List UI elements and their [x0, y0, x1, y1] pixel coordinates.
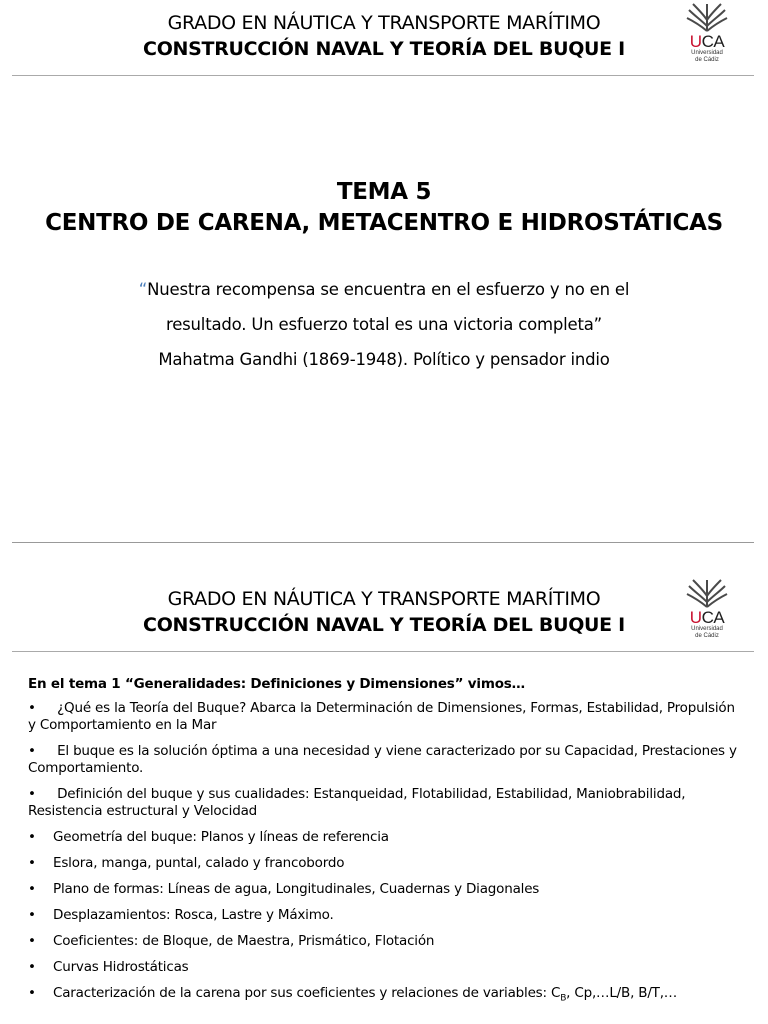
quote-line-1-text: Nuestra recompensa se encuentra en el esfuerzo y no en el — [147, 280, 630, 299]
bullet-icon: • — [28, 829, 36, 845]
list-item — [28, 881, 746, 898]
bullet-icon: • — [28, 700, 36, 716]
list-item-text-end: , Cp,…L/B, B/T,… — [566, 985, 678, 1001]
logo-subtitle-2: de Cádiz — [695, 57, 719, 63]
tema-title: CENTRO DE CARENA, METACENTRO E HIDROSTÁTICAS — [45, 210, 723, 236]
header-divider — [12, 651, 754, 652]
bullet-icon: • — [28, 985, 36, 1001]
quote-line-1 — [0, 272, 768, 307]
university-emblem-icon — [685, 0, 729, 34]
bullet-icon: • — [28, 743, 36, 759]
list-item — [28, 907, 746, 924]
list-item — [28, 786, 746, 820]
list-item-text: Desplazamientos: Rosca, Lastre y Máximo. — [53, 907, 334, 923]
list-item-text: Curvas Hidrostáticas — [53, 959, 189, 975]
list-item-text: Eslora, manga, puntal, calado y francobordo — [53, 855, 345, 871]
tema-number: TEMA 5 — [336, 179, 432, 205]
logo-letter-u: U — [689, 32, 702, 51]
logo-wordmark — [679, 34, 735, 50]
course-title: CONSTRUCCIÓN NAVAL Y TEORÍA DEL BUQUE I — [143, 38, 625, 60]
list-item — [28, 933, 746, 950]
bullet-icon: • — [28, 933, 36, 949]
bullet-icon: • — [28, 786, 36, 802]
degree-title: GRADO EN NÁUTICA Y TRANSPORTE MARÍTIMO — [167, 12, 601, 34]
logo-letters-ca: CA — [701, 32, 725, 51]
list-item — [28, 959, 746, 976]
degree-title: GRADO EN NÁUTICA Y TRANSPORTE MARÍTIMO — [167, 588, 601, 610]
logo-subtitle-1: Universidad — [691, 50, 723, 56]
list-item-text: Caracterización de la carena por sus coeficientes y relaciones de variables: C — [53, 985, 561, 1001]
list-item-text: El buque es la solución óptima a una necesidad y viene caracterizado por su Capacidad, Prestaciones y Comportamiento. — [28, 743, 737, 776]
list-item — [28, 700, 746, 734]
quote-line-2: resultado. Un esfuerzo total es una victoria completa” — [165, 315, 602, 334]
logo-letter-u: U — [689, 608, 702, 627]
uca-logo — [679, 0, 735, 74]
logo-subtitle-1: Universidad — [691, 626, 723, 632]
list-item — [28, 855, 746, 872]
bullet-icon: • — [28, 907, 36, 923]
uca-logo — [679, 576, 735, 650]
university-emblem-icon — [685, 576, 729, 610]
intro-heading: En el tema 1 “Generalidades: Definiciones y Dimensiones” vimos… — [28, 676, 525, 692]
list-item-text: Plano de formas: Líneas de agua, Longitudinales, Cuadernas y Diagonales — [53, 881, 540, 897]
logo-subtitle-2: de Cádiz — [695, 633, 719, 639]
list-item — [28, 829, 746, 846]
topic-list — [28, 700, 746, 1017]
logo-letters-ca: CA — [701, 608, 725, 627]
course-title: CONSTRUCCIÓN NAVAL Y TEORÍA DEL BUQUE I — [143, 614, 625, 636]
bullet-icon: • — [28, 959, 36, 975]
list-item — [28, 743, 746, 777]
quote-author: Mahatma Gandhi (1869-1948). Político y pensador indio — [158, 350, 610, 369]
bullet-icon: • — [28, 855, 36, 871]
list-item-text: Definición del buque y sus cualidades: Estanqueidad, Flotabilidad, Estabilidad, Maniobrabilidad, Resistencia estructural y Velocidad — [28, 786, 686, 819]
list-item-text: Geometría del buque: Planos y líneas de referencia — [53, 829, 389, 845]
list-item — [28, 985, 746, 1008]
header-divider — [12, 75, 754, 76]
quote-open-mark: “ — [138, 280, 148, 299]
subscript-b: B — [560, 993, 567, 1004]
list-item-text: Coeficientes: de Bloque, de Maestra, Prismático, Flotación — [53, 933, 435, 949]
list-item-text: ¿Qué es la Teoría del Buque? Abarca la Determinación de Dimensiones, Formas, Estabilidad, Propulsión y Comportamiento en la Mar — [28, 700, 735, 733]
bullet-icon: • — [28, 881, 36, 897]
logo-wordmark — [679, 610, 735, 626]
